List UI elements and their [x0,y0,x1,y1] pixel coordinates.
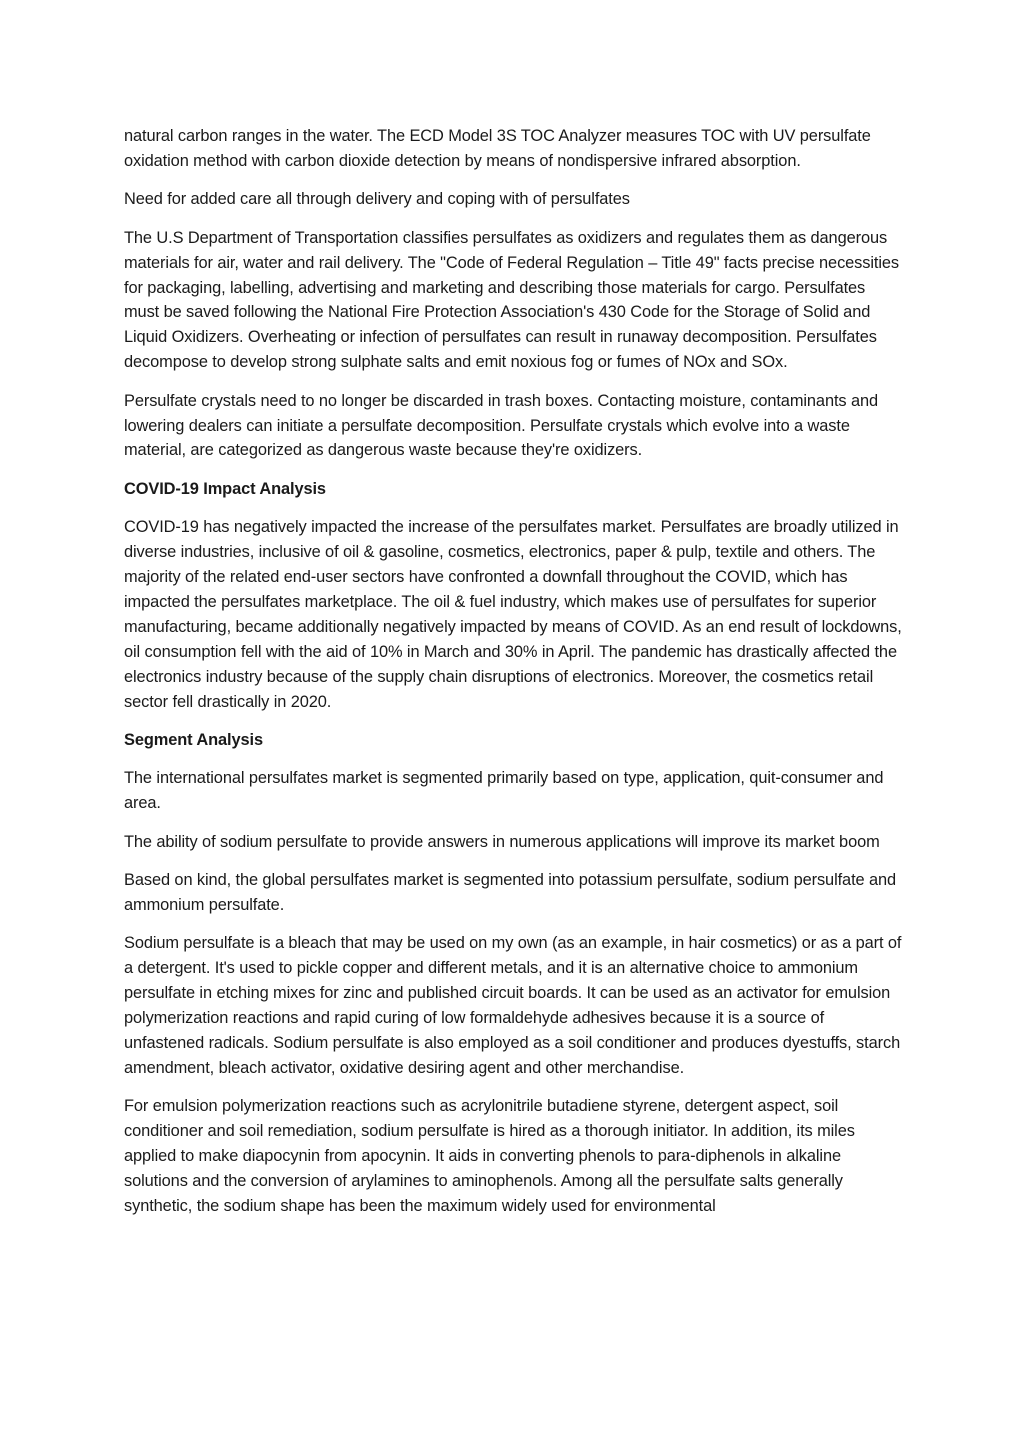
heading-segment-analysis: Segment Analysis [124,731,263,750]
paragraph-type-segments: Based on kind, the global persulfates market is segmented into potassium persulfate, sodium persulfate and ammonium persulfate. [124,871,897,915]
paragraph-emulsion-polymerization: For emulsion polymerization reactions such as acrylonitrile butadiene styrene, detergent aspect, soil conditioner and soil remediation, sodium persulfate is hired as a thorough initiator. In addition, its miles applied to make diapocynin from apocynin. It aids in converting phenols to para-diphenols in alkaline solutions and the conversion of arylamines to aminophenols. Among all the persulfate salts generally synthetic, the sodium shape has been the maximum widely used for environmental [124,1097,855,1216]
paragraph-toc-analyzer: natural carbon ranges in the water. The ECD Model 3S TOC Analyzer measures TOC with UV persulfate oxidation method with carbon dioxide detection by means of nondispersive infrared absorption. [124,127,871,170]
paragraph-dot-regulation: The U.S Department of Transportation classifies persulfates as oxidizers and regulates them as dangerous materials for air, water and rail delivery. The "Code of Federal Regulation – Title 49" facts precise necessities for packaging, labelling, advertising and marketing and describing those materials for cargo. Persulfates must be saved following the National Fire Protection Association's 430 Code for the Storage of Solid and Liquid Oxidizers. Overheating or infection of persulfates can result in runaway decomposition. Persulfates decompose to develop strong sulphate salts and emit noxious fog or fumes of NOx and SOx. [124,228,900,372]
document-body [124,124,904,1232]
paragraph-sodium-uses: Sodium persulfate is a bleach that may be used on my own (as an example, in hair cosmetics) or as a part of a detergent. It's used to pickle copper and different metals, and it is an alternative choice to ammonium persulfate in etching mixes for zinc and published circuit boards. It can be used as an activator for emulsion polymerization reactions and rapid curing of low formaldehyde adhesives because it is a source of unfastened radicals. Sodium persulfate is also employed as a soil conditioner and produces dyestuffs, starch amendment, bleach activator, oxidative desiring agent and other merchandise. [124,934,902,1077]
paragraph-segmentation: The international persulfates market is segmented primarily based on type, application, quit-consumer and area. [124,769,884,813]
heading-covid-impact: COVID-19 Impact Analysis [124,479,326,498]
paragraph-sodium-boom: The ability of sodium persulfate to provide answers in numerous applications will improve its market boom [124,832,880,851]
paragraph-crystal-disposal: Persulfate crystals need to no longer be discarded in trash boxes. Contacting moisture, contaminants and lowering dealers can initiate a persulfate decomposition. Persulfate crystals which evolve into a waste material, are categorized as dangerous waste because they're oxidizers. [124,391,879,460]
paragraph-covid-impact: COVID-19 has negatively impacted the increase of the persulfates market. Persulfates are broadly utilized in diverse industries, inclusive of oil & gasoline, cosmetics, electronics, paper & pulp, textile and others. The majority of the related end-user sectors have confronted a downfall throughout the COVID, which has impacted the persulfates marketplace. The oil & fuel industry, which makes use of persulfates for superior manufacturing, became additionally negatively impacted by means of COVID. As an end result of lockdowns, oil consumption fell with the aid of 10% in March and 30% in April. The pandemic has drastically affected the electronics industry because of the supply chain disruptions of electronics. Moreover, the cosmetics retail sector fell drastically in 2020. [124,518,902,711]
paragraph-delivery-care: Need for added care all through delivery and coping with of persulfates [124,190,630,209]
